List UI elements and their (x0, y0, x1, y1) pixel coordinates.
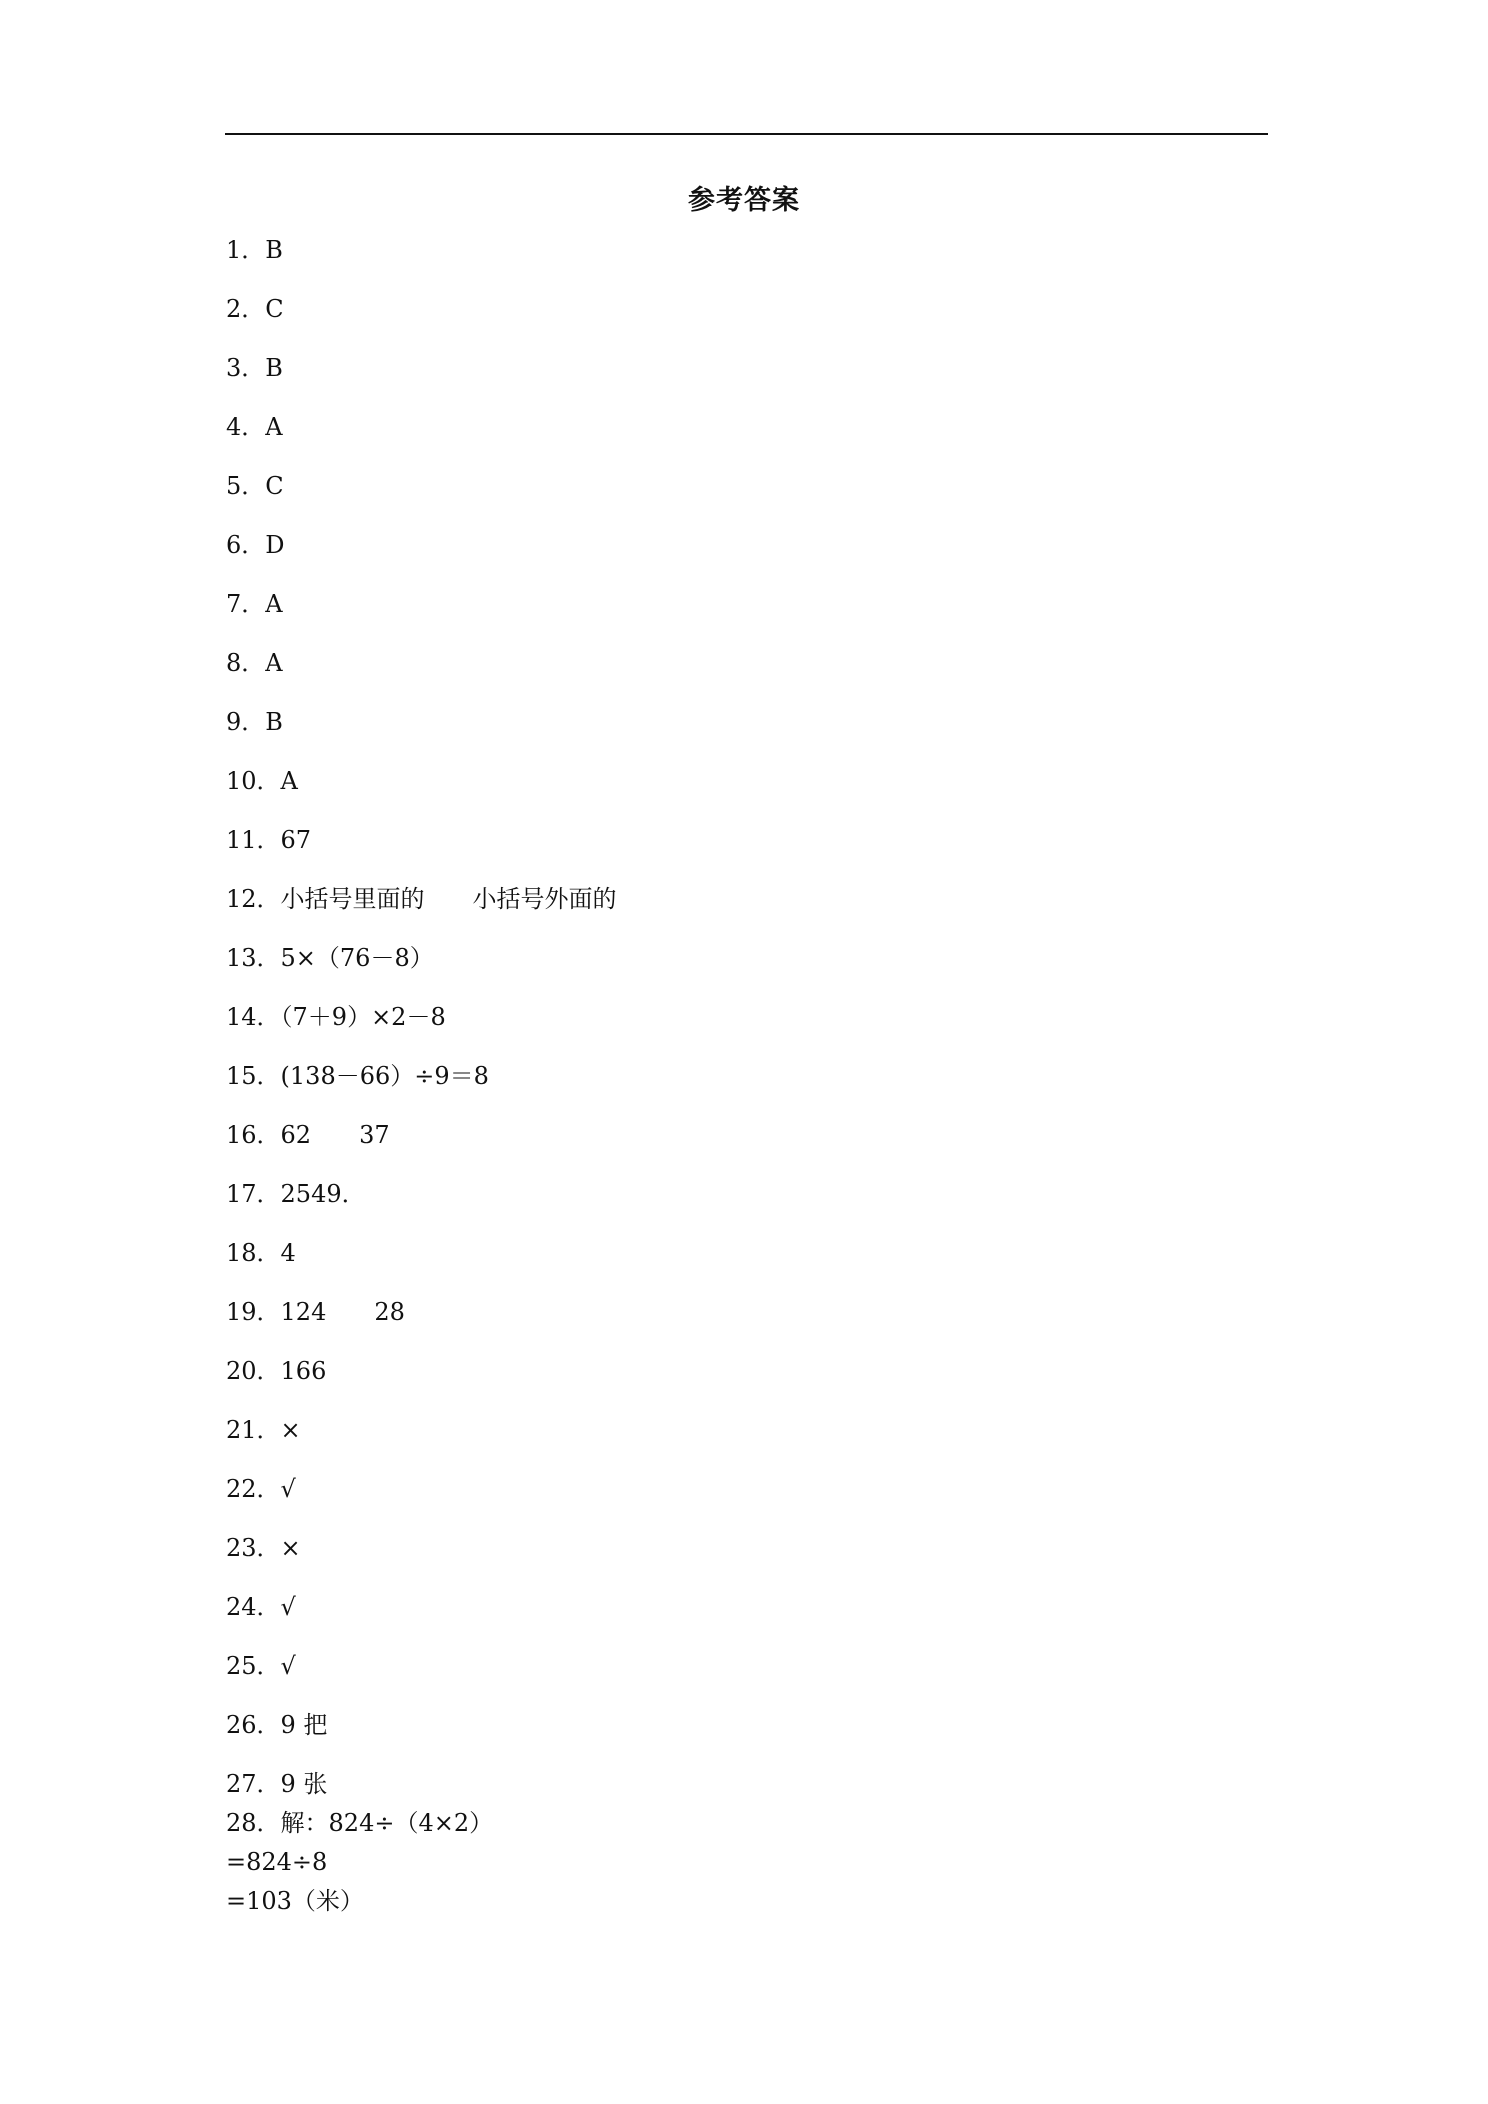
answer-item: 1．B (226, 236, 283, 264)
answer-item: 7．A (226, 590, 283, 618)
answer-item: 21．× (226, 1416, 301, 1444)
answer-list (226, 233, 617, 1826)
answer-item: 17．2549． (226, 1180, 366, 1208)
answer-item: 23．× (226, 1534, 301, 1562)
answer-item: 12．小括号里面的 小括号外面的 (226, 885, 617, 913)
answer-item: 13．5×（76－8） (226, 944, 434, 972)
answer-item: 3．B (226, 354, 283, 382)
answer-item: 25．√ (226, 1652, 296, 1680)
answer-item: 24．√ (226, 1593, 296, 1621)
solution-line: =103（米） (226, 1887, 364, 1915)
answer-item: 5．C (226, 472, 284, 500)
solution-line: =824÷8 (226, 1848, 328, 1876)
answer-item: 14．（7＋9）×2－8 (226, 1003, 446, 1031)
answer-item: 11．67 (226, 826, 312, 854)
answer-item: 4．A (226, 413, 283, 441)
answer-item: 27．9 张 (226, 1770, 328, 1798)
header-rule (225, 133, 1268, 135)
answer-item: 8．A (226, 649, 283, 677)
page-title: 参考答案 (688, 185, 800, 216)
answer-item: 6．D (226, 531, 285, 559)
answer-item: 9．B (226, 708, 283, 736)
answer-item: 2．C (226, 295, 284, 323)
answer-item: 18．4 (226, 1239, 296, 1267)
solution-line: 28．解：824÷（4×2） (226, 1809, 494, 1837)
answer-item: 19．124 28 (226, 1298, 405, 1326)
answer-item: 26．9 把 (226, 1711, 328, 1739)
answer-item: 10．A (226, 767, 298, 795)
answer-item: 22．√ (226, 1475, 296, 1503)
answer-item: 20．166 (226, 1357, 327, 1385)
answer-item: 16．62 37 (226, 1121, 390, 1149)
answer-item: 15．(138－66）÷9＝8 (226, 1062, 489, 1090)
